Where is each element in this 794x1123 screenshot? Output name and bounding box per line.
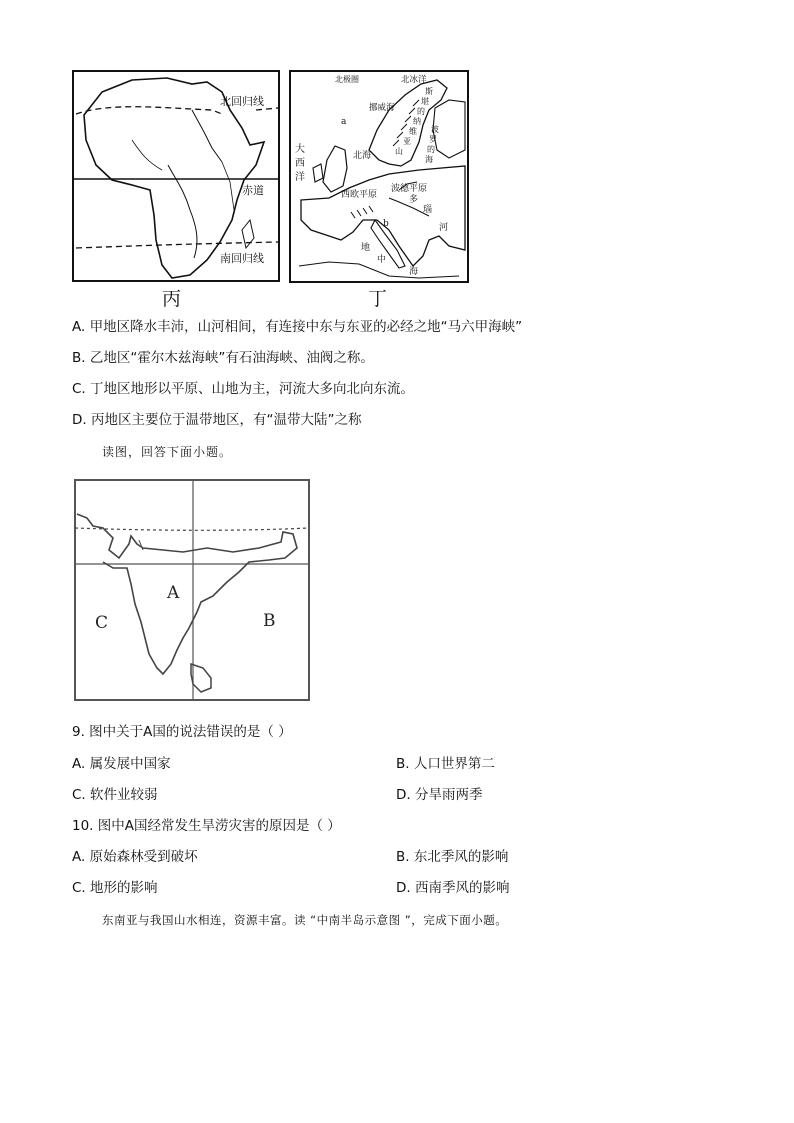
q10-option-a[interactable]: A. 原始森林受到破坏 bbox=[72, 849, 198, 865]
intro-read-map: 读图，回答下面小题。 bbox=[102, 445, 233, 459]
q10-option-d[interactable]: D. 西南季风的影响 bbox=[396, 880, 510, 896]
baltic-label-2: 罗 bbox=[429, 135, 437, 144]
equator-label: 赤道 bbox=[242, 184, 264, 197]
norway-sea-label: 挪威海 bbox=[369, 103, 395, 113]
q10-stem: 10. 图中A国经常发生旱涝灾害的原因是（ ） bbox=[72, 818, 341, 834]
atlantic-label-1: 大 bbox=[295, 144, 305, 155]
scand-label-5: 维 bbox=[409, 127, 417, 136]
india-map bbox=[73, 478, 313, 704]
q8-option-d[interactable]: D. 丙地区主要位于温带地区，有“温带大陆”之称 bbox=[72, 412, 362, 428]
poland-plain-label: 波德平原 bbox=[391, 184, 428, 194]
q10-option-b[interactable]: B. 东北季风的影响 bbox=[396, 849, 509, 865]
q9-stem: 9. 图中关于A国的说法错误的是（ ） bbox=[72, 724, 292, 740]
danube-label-2: 瑙 bbox=[423, 205, 433, 215]
scand-label-1: 斯 bbox=[425, 87, 433, 96]
map-caption-bing: 丙 bbox=[162, 288, 182, 310]
scand-label-2: 堪 bbox=[421, 97, 429, 106]
europe-map bbox=[289, 70, 471, 286]
india-label-c: C bbox=[95, 613, 109, 633]
q9-option-d[interactable]: D. 分旱雨两季 bbox=[396, 787, 483, 803]
atlantic-label-2: 西 bbox=[295, 158, 305, 169]
tropic-capricorn-label: 南回归线 bbox=[220, 252, 264, 265]
q9-option-c[interactable]: C. 软件业较弱 bbox=[72, 787, 158, 803]
scand-label-3: 的 bbox=[417, 107, 425, 116]
med-label-1: 地 bbox=[361, 243, 371, 253]
scand-label-7: 山 bbox=[395, 147, 403, 156]
india-label-b: B bbox=[263, 611, 276, 631]
intro-southeast-asia: 东南亚与我国山水相连，资源丰富。读 “中南半岛示意图 ”，完成下面小题。 bbox=[102, 913, 508, 927]
atlantic-label-3: 洋 bbox=[295, 172, 305, 183]
africa-map bbox=[72, 70, 282, 286]
west-europe-plain-label: 西欧平原 bbox=[341, 190, 378, 200]
med-label-2: 中 bbox=[377, 255, 387, 265]
q9-option-b[interactable]: B. 人口世界第二 bbox=[396, 756, 495, 772]
baltic-label-3: 的 bbox=[427, 145, 435, 154]
map-caption-ding: 丁 bbox=[368, 288, 388, 310]
scand-label-6: 亚 bbox=[403, 137, 411, 146]
baltic-label-1: 波 bbox=[431, 125, 439, 134]
letter-b-label: b bbox=[383, 219, 389, 229]
india-label-a: A bbox=[167, 583, 180, 603]
north-pole-circle-label: 北极圈 bbox=[335, 75, 359, 84]
scand-label-4: 纳 bbox=[413, 117, 421, 126]
q8-option-a[interactable]: A. 甲地区降水丰沛，山河相间，有连接中东与东亚的必经之地“马六甲海峡” bbox=[72, 319, 523, 335]
q8-option-c[interactable]: C. 丁地区地形以平原、山地为主，河流大多向北向东流。 bbox=[72, 381, 415, 397]
arctic-ocean-label: 北冰洋 bbox=[401, 75, 427, 85]
baltic-label-4: 海 bbox=[425, 155, 433, 164]
danube-label-3: 河 bbox=[439, 223, 449, 233]
north-sea-label: 北海 bbox=[353, 151, 372, 161]
med-label-3: 海 bbox=[409, 267, 419, 277]
danube-label-1: 多 bbox=[409, 195, 419, 205]
q8-option-b[interactable]: B. 乙地区“霍尔木兹海峡”有石油海峡、油阀之称。 bbox=[72, 350, 374, 366]
tropic-cancer-label: 北回归线 bbox=[220, 95, 264, 108]
q10-option-c[interactable]: C. 地形的影响 bbox=[72, 880, 158, 896]
letter-a-label: a bbox=[341, 117, 347, 127]
q9-option-a[interactable]: A. 属发展中国家 bbox=[72, 756, 171, 772]
